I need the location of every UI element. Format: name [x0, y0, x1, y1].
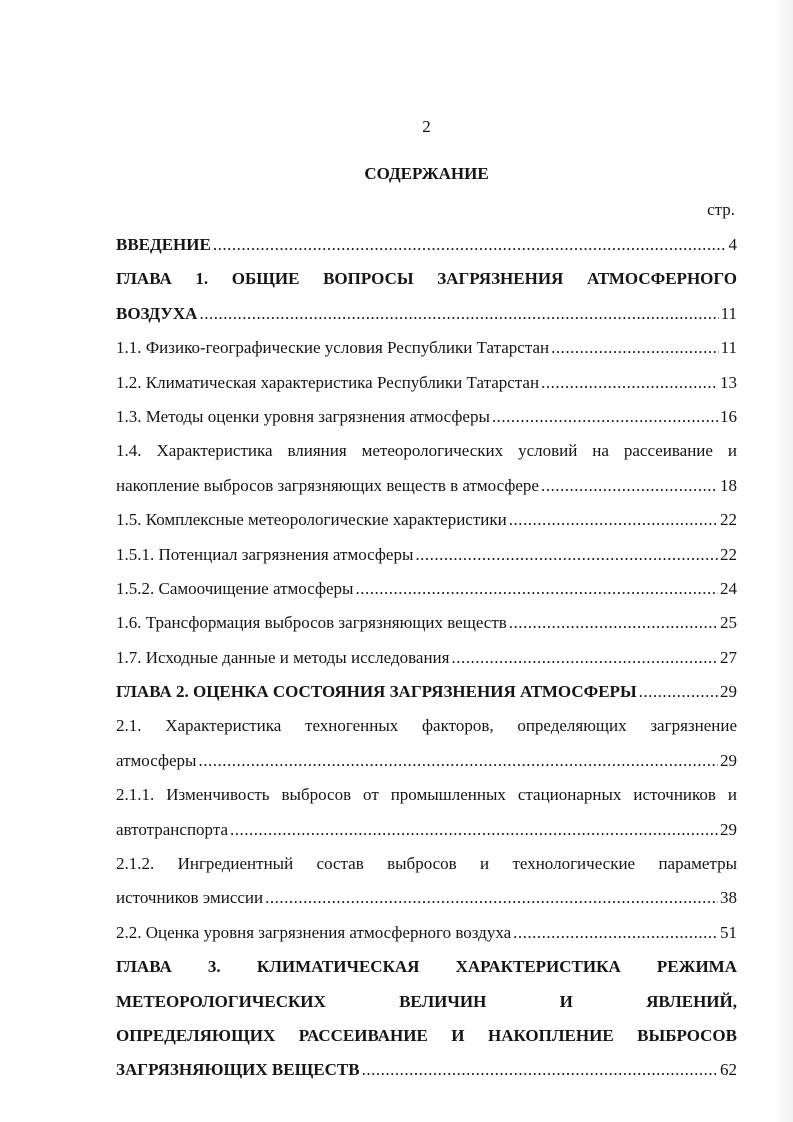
toc-entry — [116, 366, 737, 400]
dot-leader — [415, 538, 718, 572]
toc-entry-page: 13 — [720, 372, 737, 392]
dot-leader — [198, 744, 718, 778]
toc-entry-continued-line: 2.1.1. Изменчивость выбросов от промышленных стационарных источников и — [116, 785, 737, 805]
toc-entry-continued-line: 1.4. Характеристика влияния метеорологических условий на рассеивание и — [116, 441, 737, 461]
toc-entry-page: 29 — [720, 682, 737, 702]
page-number: 2 — [422, 117, 431, 136]
toc-entry-page: 11 — [720, 338, 737, 358]
toc-entry — [116, 813, 737, 847]
toc-entry — [116, 538, 737, 572]
dot-leader — [492, 400, 718, 434]
toc-entry-continued-line: МЕТЕОРОЛОГИЧЕСКИХ ВЕЛИЧИН И ЯВЛЕНИЙ, — [116, 991, 737, 1011]
toc-entry — [116, 744, 737, 778]
toc-entry — [116, 675, 737, 709]
dot-leader — [509, 606, 718, 640]
toc-entry — [116, 297, 737, 331]
toc-entry-page: 27 — [720, 647, 737, 667]
toc-entry-page: 62 — [720, 1060, 737, 1080]
dot-leader — [451, 641, 718, 675]
dot-leader — [213, 228, 727, 262]
toc-entry-title: источников эмиссии — [116, 888, 264, 908]
toc-entry-continued-line: ОПРЕДЕЛЯЮЩИХ РАССЕИВАНИЕ И НАКОПЛЕНИЕ ВЫБРОСОВ — [116, 1025, 737, 1045]
toc-entry-continued-line: ГЛАВА 3. КЛИМАТИЧЕСКАЯ ХАРАКТЕРИСТИКА РЕЖИМА — [116, 957, 737, 977]
toc-entry-page: 11 — [720, 303, 737, 323]
toc-entry — [116, 916, 737, 950]
toc-entry-title: автотранспорта — [116, 819, 229, 839]
toc-entry-title: 1.5.1. Потенциал загрязнения атмосферы — [116, 544, 414, 564]
page-column-header: стр. — [707, 200, 735, 219]
toc-entry-page: 16 — [720, 406, 737, 426]
toc-entry-page: 4 — [728, 235, 737, 254]
dot-leader — [265, 881, 718, 915]
toc-entry-title: накопление выбросов загрязняющих веществ в атмосфере — [116, 475, 539, 495]
dot-leader — [362, 1053, 718, 1087]
toc-title: СОДЕРЖАНИЕ — [364, 164, 489, 183]
toc-entry-page: 51 — [720, 922, 737, 942]
toc-entry-continued-line: 2.1.2. Ингредиентный состав выбросов и технологические параметры — [116, 854, 737, 874]
toc-entry-title: ВВЕДЕНИЕ — [116, 235, 211, 254]
toc-entry-page: 18 — [720, 475, 737, 495]
toc-entry — [116, 606, 737, 640]
toc-entry — [116, 503, 737, 537]
toc-entry-title: 1.6. Трансформация выбросов загрязняющих веществ — [116, 613, 507, 633]
toc-entry-title: 1.1. Физико-географические условия Республики Татарстан — [116, 338, 550, 358]
toc-entry-title: 2.2. Оценка уровня загрязнения атмосферного воздуха — [116, 922, 512, 942]
toc-entry — [116, 400, 737, 434]
toc-entry-title: ЗАГРЯЗНЯЮЩИХ ВЕЩЕСТВ — [116, 1060, 360, 1080]
toc-entry-page: 22 — [720, 510, 737, 530]
toc-entry — [116, 881, 737, 915]
toc-entry-page: 29 — [720, 750, 737, 770]
dot-leader — [551, 331, 719, 365]
toc-entry-page: 25 — [720, 613, 737, 633]
toc-entry — [116, 469, 737, 503]
dot-leader — [199, 297, 718, 331]
toc-entry — [116, 641, 737, 675]
toc-entry-title: 1.7. Исходные данные и методы исследования — [116, 647, 450, 667]
dot-leader — [230, 813, 718, 847]
table-of-contents — [116, 228, 737, 1088]
toc-entry-continued-line: ГЛАВА 1. ОБЩИЕ ВОПРОСЫ ЗАГРЯЗНЕНИЯ АТМОСФЕРНОГО — [116, 269, 737, 289]
toc-entry-title: атмосферы — [116, 750, 197, 770]
toc-entry-title: ВОЗДУХА — [116, 303, 198, 323]
toc-entry-page: 24 — [720, 578, 737, 598]
toc-entry-title: 1.5.2. Самоочищение атмосферы — [116, 578, 354, 598]
dot-leader — [541, 469, 718, 503]
toc-entry — [116, 228, 737, 262]
dot-leader — [639, 675, 718, 709]
toc-entry-page: 38 — [720, 888, 737, 908]
toc-entry-title: ГЛАВА 2. ОЦЕНКА СОСТОЯНИЯ ЗАГРЯЗНЕНИЯ АТМОСФЕРЫ — [116, 682, 637, 702]
toc-entry-page: 29 — [720, 819, 737, 839]
toc-entry-title: 1.2. Климатическая характеристика Республики Татарстан — [116, 372, 540, 392]
toc-entry — [116, 331, 737, 365]
dot-leader — [541, 366, 718, 400]
dot-leader — [513, 916, 718, 950]
toc-entry — [116, 1053, 737, 1087]
dot-leader — [355, 572, 718, 606]
toc-entry-page: 22 — [720, 544, 737, 564]
dot-leader — [509, 503, 718, 537]
toc-entry — [116, 572, 737, 606]
toc-entry-continued-line: 2.1. Характеристика техногенных факторов, определяющих загрязнение — [116, 716, 737, 736]
toc-entry-title: 1.5. Комплексные метеорологические характеристики — [116, 510, 507, 530]
toc-entry-title: 1.3. Методы оценки уровня загрязнения атмосферы — [116, 406, 490, 426]
